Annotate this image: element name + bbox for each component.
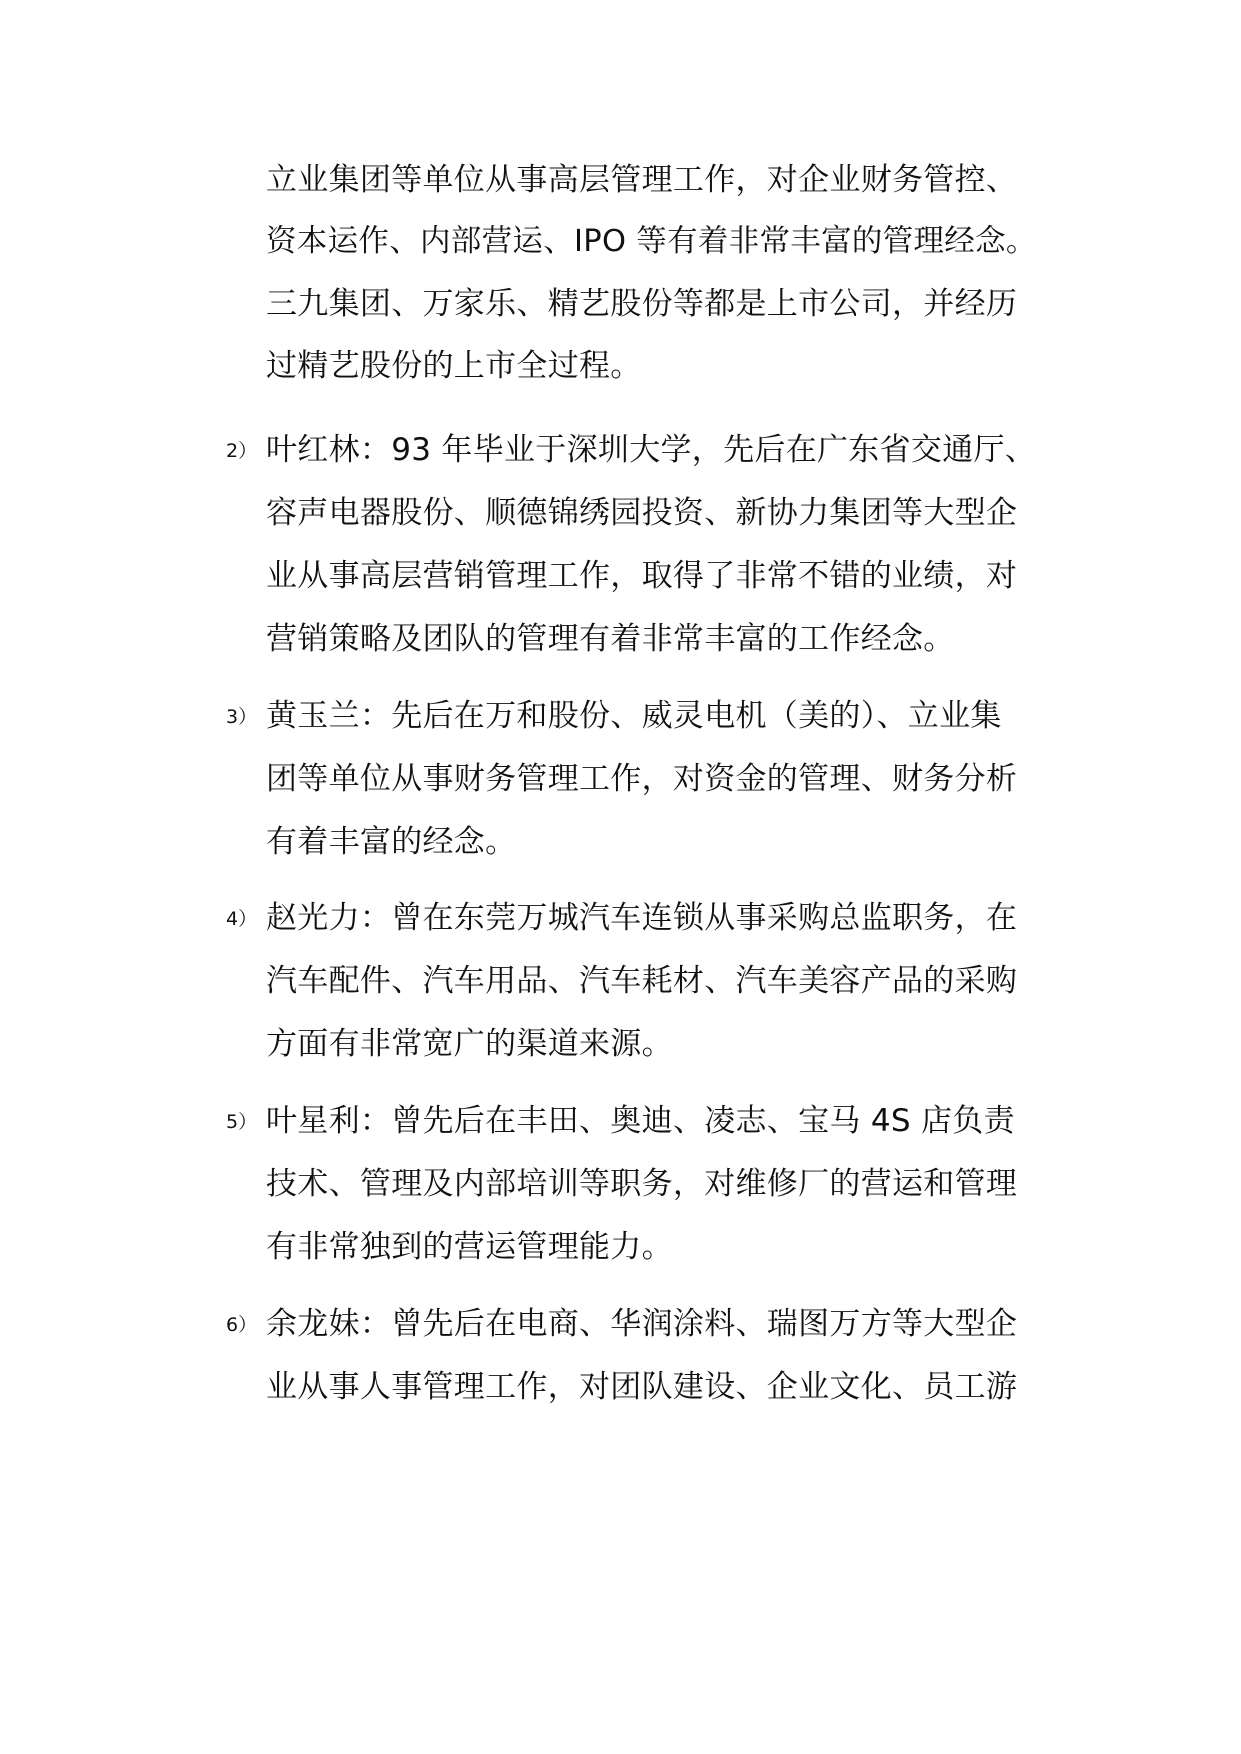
continuation-line: 过精艺股份的上市全过程。: [266, 348, 642, 384]
list-item-line: 赵光力：曾在东莞万城汽车连锁从事采购总监职务，在: [266, 900, 1018, 936]
list-item-line: 有非常独到的营运管理能力。: [266, 1229, 673, 1265]
list-marker: 5）: [226, 1111, 258, 1133]
list-item-line: 方面有非常宽广的渠道来源。: [266, 1026, 673, 1062]
list-item-line: 容声电器股份、顺德锦绣园投资、新协力集团等大型企: [266, 495, 1018, 531]
list-item-line: 有着丰富的经念。: [266, 824, 517, 860]
continuation-line: 三九集团、万家乐、精艺股份等都是上市公司，并经历: [266, 286, 1018, 322]
list-item-line: 叶红林：93 年毕业于深圳大学，先后在广东省交通厅、: [266, 432, 1037, 468]
list-item-line: 汽车配件、汽车用品、汽车耗材、汽车美容产品的采购: [266, 963, 1018, 999]
list-item-line: 余龙妹：曾先后在电商、华润涂料、瑞图万方等大型企: [266, 1306, 1018, 1342]
list-item-line: 叶星利：曾先后在丰田、奥迪、凌志、宝马 4S 店负责: [266, 1103, 1015, 1139]
list-marker: 4）: [226, 908, 258, 930]
list-item-line: 团等单位从事财务管理工作，对资金的管理、财务分析: [266, 761, 1018, 797]
list-item-line: 技术、管理及内部培训等职务，对维修厂的营运和管理: [266, 1166, 1018, 1202]
list-marker: 3）: [226, 706, 258, 728]
list-item-line: 业从事人事管理工作，对团队建设、企业文化、员工游: [266, 1369, 1018, 1405]
list-marker: 2）: [226, 440, 258, 462]
list-item-line: 业从事高层营销管理工作，取得了非常不错的业绩，对: [266, 558, 1018, 594]
list-item-line: 营销策略及团队的管理有着非常丰富的工作经念。: [266, 621, 955, 657]
continuation-line: 资本运作、内部营运、IPO 等有着非常丰富的管理经念。: [266, 224, 1037, 259]
list-marker: 6）: [226, 1314, 258, 1336]
continuation-line: 立业集团等单位从事高层管理工作，对企业财务管控、: [266, 162, 1018, 198]
list-item-line: 黄玉兰：先后在万和股份、威灵电机（美的）、立业集: [266, 698, 1002, 734]
